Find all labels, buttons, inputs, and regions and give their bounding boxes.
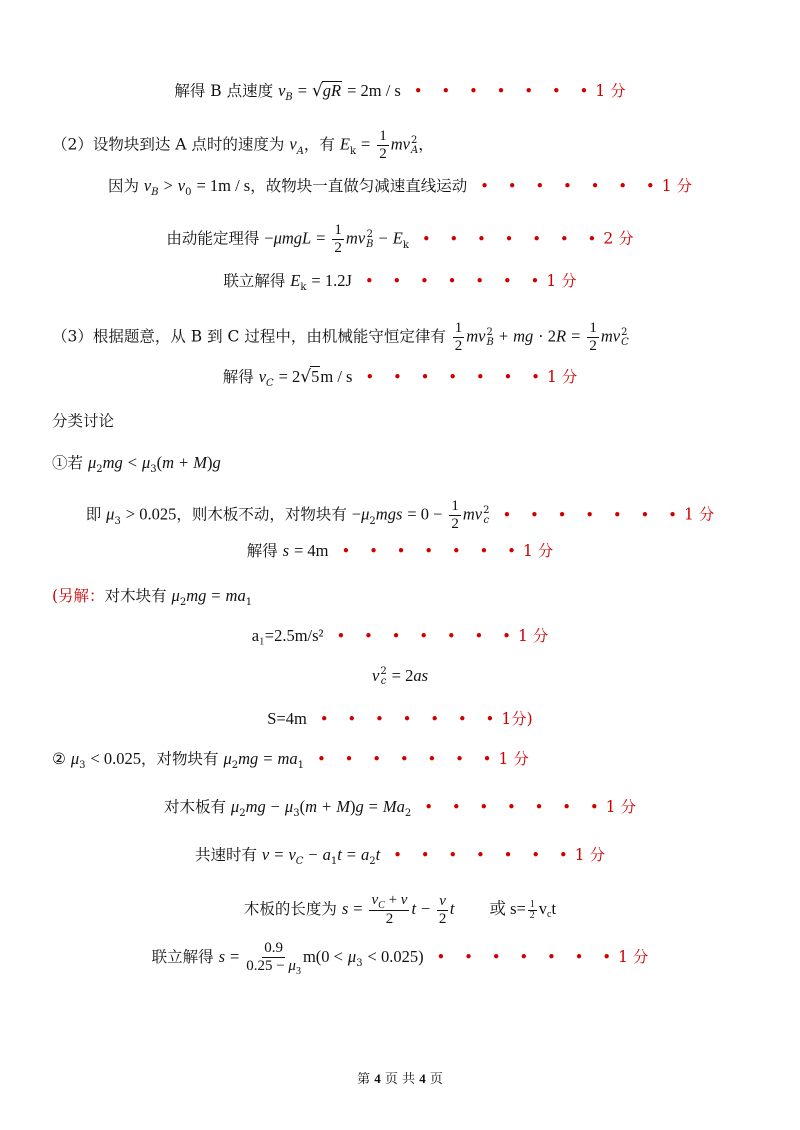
text-alt-s: S=4m: [267, 709, 307, 728]
fraction-half: $\frac{1}{2}$: [379, 128, 387, 162]
text-case1-b: ，则木板不动，对物块有: [176, 505, 347, 524]
line-part2: （2）设物块到达 A 点时的速度为 $v_A$，有 $E_k$ = $\frac{1}{2}$ mv 2 A ，: [52, 128, 434, 162]
text-board-prefix: 对木板有: [163, 798, 226, 816]
line-board: 对木板有 $\mu_2mg - \mu_3(m + M)g = Ma_2$ • • • • • • •1 分: [163, 797, 637, 819]
text-ek-prefix: 联立解得: [223, 272, 286, 290]
text-alt: 对木块有: [104, 587, 167, 605]
score-label: 1 分: [546, 368, 578, 386]
line-case1: ①若 $\mu_2mg < \mu_3(m + M)g$: [52, 453, 221, 475]
text-final-prefix: 联立解得: [151, 948, 214, 966]
score-label: 1 分: [574, 846, 606, 864]
page-footer: [0, 1068, 800, 1087]
text-part3-label: （3）根据题意，从 B 到 C 过程中，由机械能守恒定律有: [52, 327, 446, 346]
text-alt-close: 1分): [501, 710, 533, 728]
text-case2-mid: ，对物块有: [141, 750, 219, 768]
line-ek-result: 联立解得 $E_k = 1.2J$ • • • • • • •1 分: [223, 271, 577, 293]
text-case1-a: 即: [85, 505, 102, 524]
footer-total-pages: 4: [419, 1071, 426, 1086]
score-label: 1 分: [523, 542, 554, 560]
line-case1-solve: 解得 s = 4m • • • • • • •1 分: [246, 541, 554, 560]
fraction-final: $\frac{0.9}{0.25 - \mu_3}$: [246, 940, 301, 977]
fraction-half: $\frac{1}{2}$: [451, 498, 459, 532]
fraction-half: $\frac{1}{2}$: [589, 320, 597, 354]
text-part2-label: （2）设物块到达 A 点时的速度为: [52, 135, 285, 154]
line-common-speed: 共速时有 $v = v_C - a_1t = a_2t$ • • • • • • •1 分: [194, 845, 606, 867]
text-decel-prefix: 因为: [107, 177, 139, 195]
score-dots: • • • • • • •: [436, 948, 619, 966]
score-label: 1 分: [618, 948, 649, 966]
text-case1-solve-prefix: 解得: [246, 542, 278, 560]
text-vc-prefix: 解得: [222, 368, 254, 386]
line-final: 联立解得 s = $\frac{0.9}{0.25 - \mu_3}$ $m(0 < \mu_3 < 0.025)$ • • • • • • •1 分: [151, 940, 649, 977]
score-dots: • • • • • • •: [365, 368, 547, 386]
score-dots: • • • • • • •: [413, 82, 596, 100]
text-decel-suffix: ，故物块一直做匀减速直线运动: [250, 177, 468, 195]
fraction-half-small: $\frac{1}{2}$: [529, 898, 535, 921]
fraction-vc-plus-v: $\frac{v_C + v}{2}$: [371, 892, 408, 927]
text-vb-prefix: 解得 B 点速度: [174, 82, 274, 100]
section-title: 分类讨论: [52, 412, 115, 430]
line-board-length: 木板的长度为 s = $\frac{v_C + v}{2}$ t − $\frac{v}{2}$ t 或 s= $\frac{1}{2}$ vct: [243, 892, 557, 927]
score-label: 1 分: [517, 627, 549, 645]
line-energy-theorem: 由动能定理得 −μmgL = $\frac{1}{2}$ mv 2 B − $E_k$ • • • • • • •2 分: [166, 222, 634, 256]
line-case2: ② $\mu_3 < 0.025$，对物块有 $\mu_2mg = ma_1$ • • • • • • •1 分: [52, 749, 529, 771]
line-alt-s: [0, 708, 800, 730]
line-case1-a: 即 $\mu_3 > 0.025$，则木板不动，对物块有 $-\mu_2mgs = 0$ − $\frac{1}{2}$ mv 2 c • • • • • • •1 分: [85, 498, 715, 532]
score-label: 1 分: [595, 82, 626, 100]
score-dots: • • • • • • •: [341, 542, 523, 560]
footer-mid: 页 共: [384, 1072, 416, 1087]
line-vc-result: 解得 $v_C = 2√5m / s$ • • • • • • •1 分: [222, 367, 578, 389]
score-dots: • • • • • • •: [421, 229, 604, 248]
text-part2-mid: ，有: [303, 135, 335, 154]
text-alt-open: (另解：: [52, 587, 105, 605]
text-case2-label: ②: [52, 750, 66, 768]
line-alt-a1: [0, 625, 800, 647]
score-dots: • • • • • • •: [502, 505, 684, 524]
line-decel: 因为 $v_B > v_0 = 1m / s$，故物块一直做匀减速直线运动 • • • • • • •1 分: [107, 176, 693, 198]
line-alt-kinematic: v 2 c = 2as: [372, 666, 428, 687]
score-label: 1 分: [546, 272, 577, 290]
text-length-or: 或 s=: [489, 899, 526, 918]
text-common-prefix: 共速时有: [194, 846, 257, 864]
score-dots: • • • • • • •: [393, 846, 575, 864]
footer-pre: 第: [357, 1072, 371, 1087]
score-dots: • • • • • • •: [424, 798, 606, 816]
text-length-prefix: 木板的长度为: [243, 900, 337, 918]
score-label: 1 分: [683, 505, 715, 524]
score-label: 2 分: [603, 229, 634, 248]
score-label: 1 分: [661, 177, 693, 195]
score-dots: • • • • • • •: [336, 627, 518, 645]
fraction-half: $\frac{1}{2}$: [454, 320, 463, 354]
text-case1-label: ①若: [52, 454, 84, 472]
text-alt-a1: a₁=2.5m/s²: [251, 626, 324, 645]
score-label: 1 分: [498, 750, 529, 768]
score-dots: • • • • • • •: [316, 750, 499, 768]
line-vb: 解得 B 点速度 $v_B = √gR = 2m / s$ • • • • • • •1 分: [174, 81, 626, 103]
fraction-half: $\frac{1}{2}$: [334, 222, 342, 256]
score-label: 1 分: [605, 798, 637, 816]
line-part3: （3）根据题意，从 B 到 C 过程中，由机械能守恒定律有 $\frac{1}{2}$ mv 2 B + mg · 2R = $\frac{1}{2}$ mv 2 C: [52, 320, 629, 354]
footer-post: 页: [429, 1072, 443, 1087]
line-alt-solution: (另解：对木块有 $\mu_2mg = ma_1$: [52, 586, 253, 608]
score-dots: • • • • • • •: [480, 177, 662, 195]
fraction-v-half: $\frac{v}{2}$: [438, 892, 447, 927]
text-energy-prefix: 由动能定理得: [166, 229, 260, 248]
footer-page-number: 4: [374, 1071, 381, 1086]
score-dots: • • • • • • •: [364, 272, 547, 290]
score-dots: • • • • • • •: [319, 710, 502, 728]
